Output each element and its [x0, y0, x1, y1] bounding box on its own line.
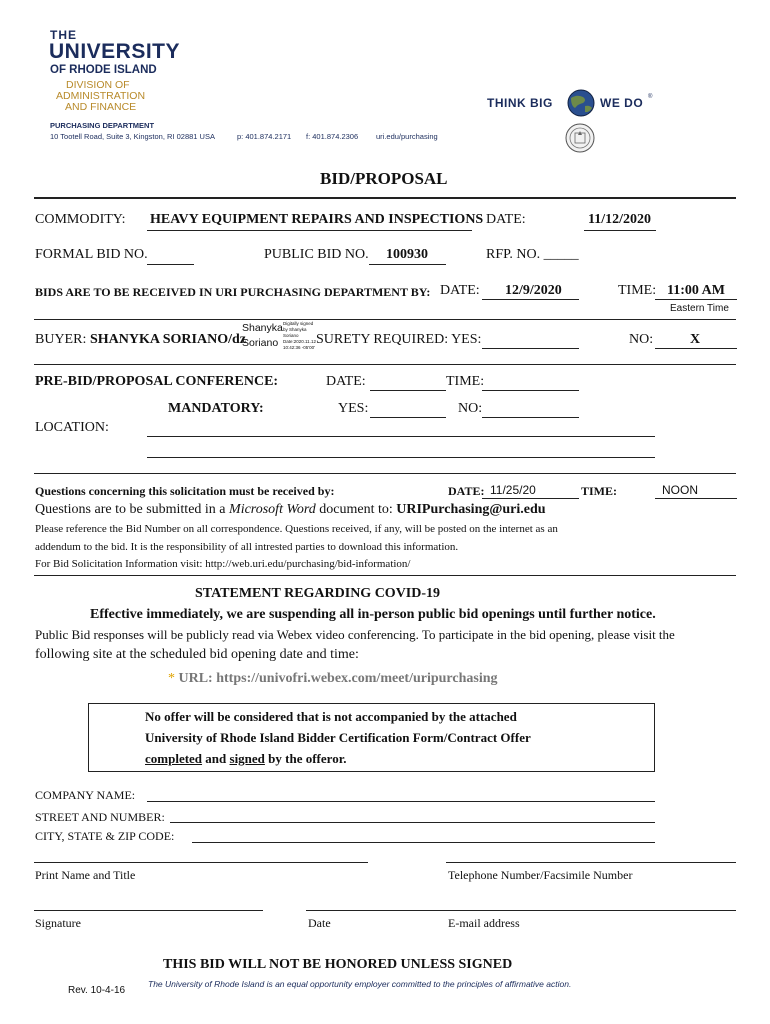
submit-instructions [35, 502, 546, 518]
questions-time-underline [655, 498, 737, 499]
dept-web: uri.edu/purchasing [376, 132, 438, 141]
webex-url-link[interactable]: URL: https://univofri.webex.com/meet/uripurchasing [178, 671, 498, 686]
covid-para-line2: following site at the scheduled bid opening date and time: [35, 647, 359, 662]
sig-detail-1: Digitally signed [283, 321, 314, 326]
mandatory-no-field[interactable] [482, 417, 579, 418]
notice-line-2: University of Rhode Island Bidder Certification Form/Contract Offer [145, 730, 531, 745]
page-title: BID/PROPOSAL [320, 169, 448, 188]
notice-signed: signed [229, 751, 265, 766]
date-label: DATE: [486, 212, 526, 227]
title-rule [34, 197, 736, 199]
mandatory-yes-field[interactable] [370, 417, 446, 418]
mandatory-label: MANDATORY: [168, 401, 264, 416]
due-time-value: 11:00 AM [667, 283, 725, 298]
submit-email-link[interactable]: URIPurchasing@uri.edu [396, 502, 546, 517]
buyer-name: SHANYKA SORIANO/dz [90, 332, 246, 347]
signature-field[interactable] [34, 910, 263, 911]
slogan-we-do: WE DO [600, 96, 644, 110]
covid-effective: Effective immediately, we are suspending all in-person public bid openings until further notice. [90, 607, 656, 622]
location-field-1[interactable] [147, 436, 655, 437]
company-name-field[interactable] [147, 801, 655, 802]
rfp-label: RFP. NO. _____ [486, 247, 579, 262]
commodity-value: HEAVY EQUIPMENT REPAIRS AND INSPECTIONS [150, 212, 484, 227]
notice-completed: completed [145, 751, 203, 766]
sig-detail-5: 10:42:36 -05'00' [283, 345, 315, 350]
mandatory-no-label: NO: [458, 401, 483, 416]
city-field[interactable] [192, 842, 655, 843]
questions-date-underline [482, 498, 579, 499]
commodity-label: COMMODITY: [35, 212, 126, 227]
url-star-icon: * [168, 671, 175, 686]
notice-and: and [202, 751, 230, 766]
formal-bid-label: FORMAL BID NO. [35, 247, 148, 262]
sig-detail-3: Soriano [283, 333, 299, 338]
telephone-field[interactable] [446, 862, 736, 863]
logo-division-line1: DIVISION OF [66, 79, 130, 91]
city-label: CITY, STATE & ZIP CODE: [35, 829, 175, 843]
submit-word: Microsoft Word [229, 502, 316, 517]
formal-bid-field[interactable] [147, 264, 194, 265]
due-date-underline [482, 299, 579, 300]
reference-line-2: addendum to the bid. It is the responsibility of all intrested parties to download this information. [35, 541, 459, 553]
conference-label: PRE-BID/PROPOSAL CONFERENCE: [35, 374, 279, 389]
university-seal-icon [564, 122, 596, 154]
received-by-label: BIDS ARE TO BE RECEIVED IN URI PURCHASING DEPARTMENT BY: [35, 285, 431, 299]
bid-info-link[interactable]: For Bid Solicitation Information visit: http://web.uri.edu/purchasing/bid-information/ [35, 558, 411, 570]
timezone-label: Eastern Time [670, 303, 729, 314]
surety-label: SURETY REQUIRED: YES: [316, 332, 482, 347]
due-time-underline [655, 299, 737, 300]
print-name-label: Print Name and Title [35, 868, 136, 882]
sig-name-line2: Soriano [242, 337, 279, 349]
public-bid-underline [369, 264, 446, 265]
location-label: LOCATION: [35, 420, 109, 435]
surety-no-value: X [690, 332, 701, 347]
reference-line-1: Please reference the Bid Number on all correspondence. Questions received, if any, will be posted on the internet as an [35, 523, 558, 535]
public-bid-value: 100930 [386, 247, 428, 262]
received-time-label: TIME: [618, 283, 657, 298]
logo-of-rhode-island: OF RHODE ISLAND [50, 64, 157, 76]
received-date-label: DATE: [440, 283, 480, 298]
questions-date-value: 11/25/20 [490, 483, 536, 497]
section-rule-2 [34, 364, 736, 365]
buyer-label: BUYER: [35, 332, 87, 347]
covid-heading: STATEMENT REGARDING COVID-19 [195, 586, 441, 601]
questions-time-value: NOON [662, 483, 698, 497]
logo-the: THE [50, 28, 77, 42]
surety-no-label: NO: [629, 332, 654, 347]
globe-icon [563, 88, 599, 118]
logo-division-line3: AND FINANCE [65, 101, 137, 113]
questions-label: Questions concerning this solicitation must be received by: [35, 484, 335, 498]
section-rule-3 [34, 473, 736, 474]
questions-time-label: TIME: [581, 484, 617, 498]
dept-fax: f: 401.874.2306 [306, 132, 359, 141]
slogan-think-big: THINK BIG [487, 96, 553, 110]
mandatory-yes-label: YES: [338, 401, 369, 416]
submit-mid: document to: [315, 502, 397, 517]
date-email-field[interactable] [306, 910, 736, 911]
eeo-statement: The University of Rhode Island is an equal opportunity employer committed to the principles of affirmative action. [148, 979, 572, 989]
logo-university: UNIVERSITY [49, 40, 181, 63]
notice-line-3 [145, 751, 347, 767]
telephone-label: Telephone Number/Facsimile Number [448, 868, 633, 882]
print-name-field[interactable] [34, 862, 368, 863]
webex-url-row [168, 671, 498, 687]
questions-date-label: DATE: [448, 484, 485, 498]
covid-para-line1: Public Bid responses will be publicly read via Webex video conferencing. To participate in the bid opening, please visit the [35, 627, 675, 642]
email-label: E-mail address [448, 916, 520, 930]
issue-date-value: 11/12/2020 [588, 212, 652, 227]
company-name-label: COMPANY NAME: [35, 788, 136, 802]
sig-detail-2: by Shanyka [283, 327, 307, 332]
street-field[interactable] [170, 822, 655, 823]
public-bid-label: PUBLIC BID NO. [264, 247, 369, 262]
notice-tail: by the offeror. [264, 751, 347, 766]
sig-detail-4: Date:2020.11.12 [283, 339, 316, 344]
slogan-mark: ® [648, 94, 653, 100]
submit-pre: Questions are to be submitted in a [35, 502, 230, 517]
dept-address: 10 Tootell Road, Suite 3, Kingston, RI 02881 USA [50, 132, 215, 141]
street-label: STREET AND NUMBER: [35, 810, 165, 824]
conference-date-label: DATE: [326, 374, 366, 389]
signature-label: Signature [35, 916, 81, 930]
conference-time-label: TIME: [446, 374, 485, 389]
surety-yes-field[interactable] [482, 348, 579, 349]
due-date-value: 12/9/2020 [505, 283, 562, 298]
sign-date-label: Date [308, 916, 331, 930]
conference-date-field[interactable] [370, 390, 446, 391]
issue-date-underline [584, 230, 656, 231]
sig-name-line1: Shanyka [242, 322, 283, 334]
commodity-underline [147, 230, 472, 231]
surety-no-underline [655, 348, 737, 349]
purchasing-dept: PURCHASING DEPARTMENT [50, 121, 155, 130]
section-rule-1 [34, 319, 736, 320]
section-rule-4 [34, 575, 736, 576]
logo-division-line2: ADMINISTRATION [56, 90, 146, 102]
signed-warning: THIS BID WILL NOT BE HONORED UNLESS SIGNED [163, 957, 513, 972]
dept-phone: p: 401.874.2171 [237, 132, 292, 141]
revision-label: Rev. 10-4-16 [68, 985, 126, 996]
notice-line-1: No offer will be considered that is not accompanied by the attached [145, 709, 517, 724]
location-field-2[interactable] [147, 457, 655, 458]
conference-time-field[interactable] [482, 390, 579, 391]
